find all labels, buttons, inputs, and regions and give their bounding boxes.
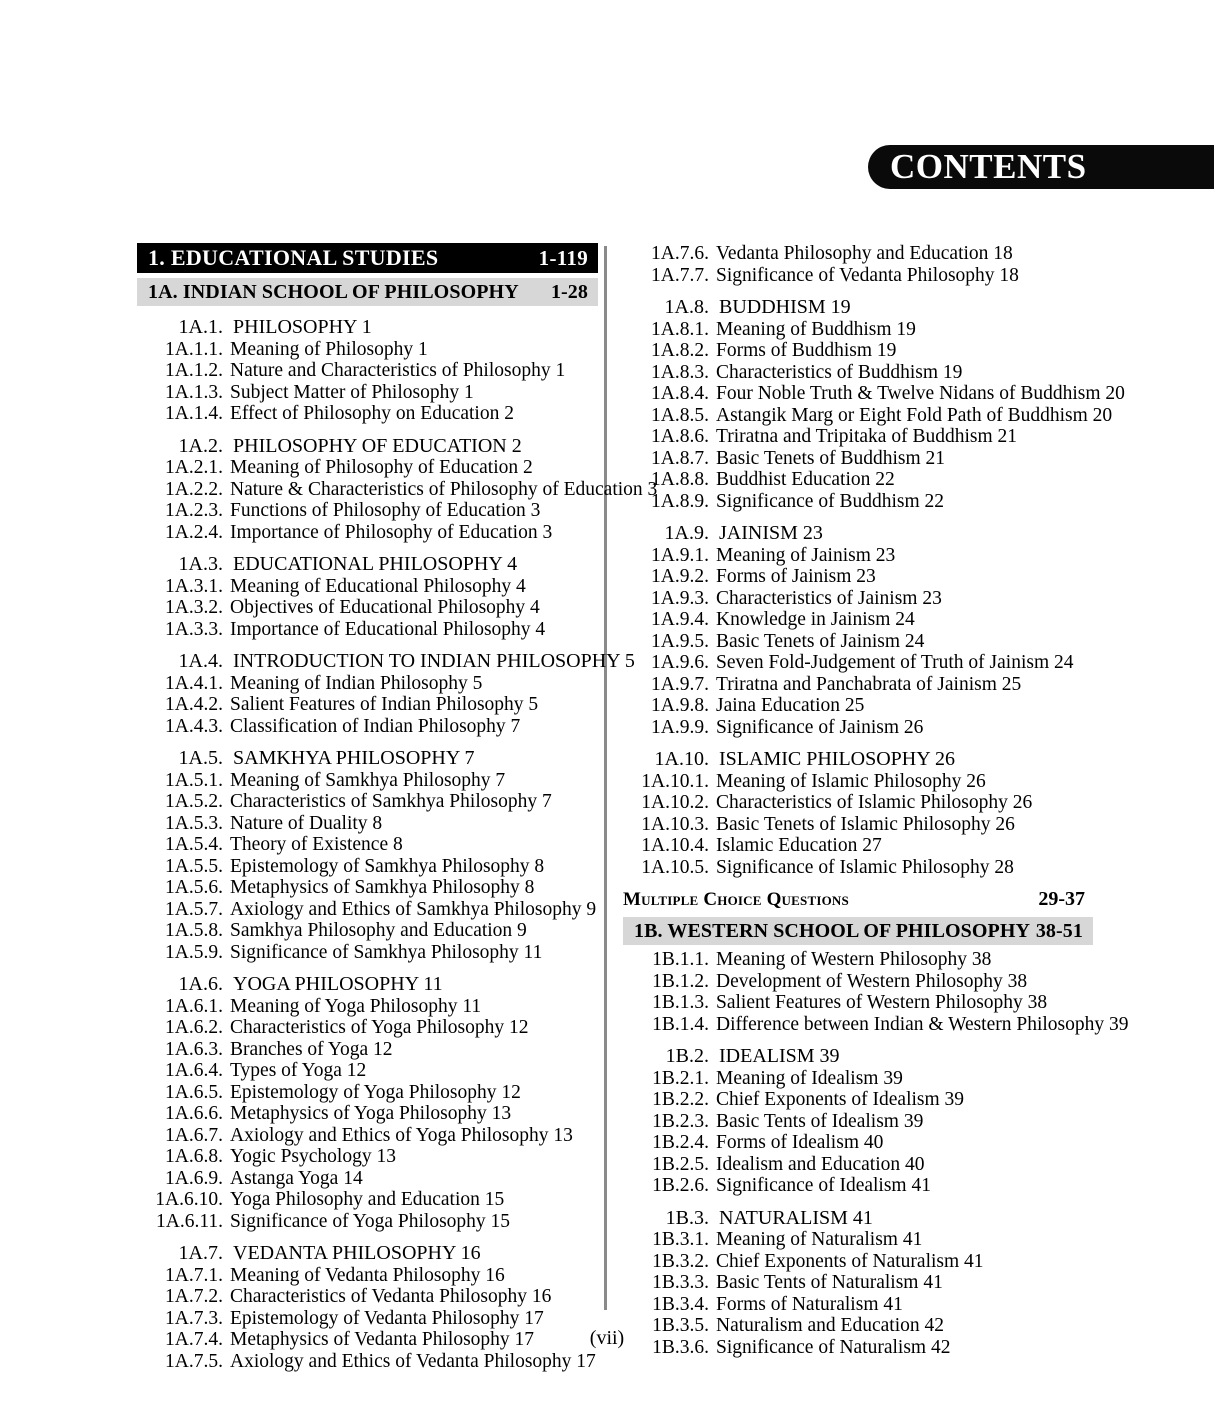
toc-entry-number: 1A.8.6.: [651, 426, 709, 447]
multiple-choice-questions-pages: 29-37: [1038, 888, 1085, 910]
toc-sub-entry: [623, 1229, 1093, 1251]
toc-entry-number: 1A.8.4.: [651, 383, 709, 404]
toc-entry-text: Knowledge in Jainism 24: [716, 609, 915, 630]
toc-section-entry: [623, 749, 1093, 771]
toc-sub-entry: [623, 1272, 1093, 1294]
toc-entry-number: 1B.1.3.: [652, 992, 709, 1013]
toc-entry-text: Significance of Islamic Philosophy 28: [716, 856, 1014, 878]
toc-entry-number: 1A.9.1.: [651, 544, 709, 566]
toc-entry-number: 1A.3.1.: [165, 575, 223, 597]
toc-sub-entry: [137, 996, 598, 1018]
toc-entry-text: PHILOSOPHY OF EDUCATION 2: [233, 434, 522, 457]
toc-entry-number: 1A.6.4.: [165, 1060, 223, 1081]
toc-entry-text: Basic Tents of Naturalism 41: [716, 1272, 943, 1293]
toc-entry-number: 1A.10.5.: [641, 856, 709, 878]
toc-sub-entry: [137, 1125, 598, 1147]
right-column-entries-bottom: [623, 949, 1129, 1358]
toc-entry-text: Significance of Naturalism 42: [716, 1336, 951, 1358]
toc-entry-number: 1A.6.11.: [156, 1210, 223, 1232]
toc-sub-entry: [623, 491, 1093, 513]
toc-section-entry: [623, 1208, 1093, 1230]
toc-entry-text: Characteristics of Vedanta Philosophy 16: [230, 1286, 552, 1307]
toc-entry-number: 1A.4.1.: [165, 672, 223, 694]
toc-entry-text: Triratna and Panchabrata of Jainism 25: [716, 673, 1022, 695]
toc-entry-number: 1A.8.8.: [651, 469, 709, 490]
right-column: [623, 243, 1129, 1358]
toc-sub-entry: [623, 631, 1093, 653]
toc-entry-number: 1B.3.1.: [652, 1229, 709, 1250]
toc-entry-number: 1B.2.1.: [652, 1067, 709, 1089]
toc-entry-number: 1A.1.3.: [165, 381, 223, 403]
toc-entry-text: INTRODUCTION TO INDIAN PHILOSOPHY 5: [233, 650, 635, 672]
toc-entry-text: Forms of Idealism 40: [716, 1132, 884, 1153]
toc-entry-number: 1A.8.: [664, 296, 709, 318]
toc-entry-text: Meaning of Yoga Philosophy 11: [230, 995, 482, 1017]
toc-entry-number: 1B.3.2.: [652, 1250, 709, 1272]
toc-entry-number: 1B.1.2.: [652, 970, 709, 992]
toc-sub-entry: [623, 545, 1093, 567]
toc-entry-text: Characteristics of Buddhism 19: [716, 361, 963, 383]
toc-entry-number: 1A.5.8.: [165, 920, 223, 941]
part-header-1b: [623, 917, 1093, 945]
toc-entry-text: Significance of Vedanta Philosophy 18: [716, 264, 1019, 286]
toc-sub-entry: [137, 478, 658, 501]
toc-entry-number: 1A.8.2.: [651, 340, 709, 361]
toc-entry-text: Astanga Yoga 14: [230, 1167, 363, 1189]
toc-entry-number: 1B.2.6.: [652, 1175, 709, 1196]
toc-entry-text: Branches of Yoga 12: [230, 1038, 393, 1060]
toc-sub-entry: [137, 856, 598, 878]
toc-entry-text: Subject Matter of Philosophy 1: [230, 381, 474, 403]
toc-sub-entry: [137, 1286, 598, 1308]
toc-sub-entry: [623, 1132, 1093, 1154]
toc-sub-entry: [137, 500, 598, 522]
toc-sub-entry: [137, 834, 598, 856]
toc-sub-entry: [137, 576, 598, 598]
toc-entry-number: 1A.8.5.: [651, 404, 709, 426]
toc-sub-entry: [137, 770, 598, 792]
toc-sub-entry: [623, 448, 1093, 470]
toc-section-entry: [623, 297, 1093, 319]
toc-entry-text: Epistemology of Yoga Philosophy 12: [230, 1081, 521, 1103]
toc-entry-number: 1A.10.3.: [641, 813, 709, 835]
toc-entry-text: Meaning of Idealism 39: [716, 1067, 903, 1089]
toc-entry-text: Seven Fold-Judgement of Truth of Jainism 24: [716, 652, 1074, 673]
toc-entry-number: 1A.10.4.: [641, 835, 709, 856]
toc-entry-number: 1A.9.8.: [651, 695, 709, 716]
column-divider: [604, 246, 607, 1310]
toc-entry-text: ISLAMIC PHILOSOPHY 26: [719, 748, 955, 770]
toc-sub-entry: [137, 899, 598, 921]
toc-entry-text: Jaina Education 25: [716, 695, 865, 716]
toc-sub-entry: [137, 877, 598, 899]
toc-entry-text: Metaphysics of Samkhya Philosophy 8: [230, 877, 535, 898]
toc-entry-number: 1A.6.3.: [165, 1038, 223, 1060]
toc-entry-text: IDEALISM 39: [719, 1045, 840, 1067]
toc-section-entry: [623, 1046, 1093, 1068]
part-header-1a: [137, 278, 598, 306]
toc-entry-number: 1A.7.7.: [651, 264, 709, 286]
toc-entry-number: 1A.6.1.: [165, 995, 223, 1017]
toc-entry-text: Importance of Philosophy of Education 3: [230, 521, 553, 543]
toc-entry-text: Axiology and Ethics of Vedanta Philosophy 17: [230, 1350, 596, 1372]
toc-entry-number: 1A.5.9.: [165, 941, 223, 963]
toc-entry-number: 1A.4.3.: [165, 715, 223, 737]
multiple-choice-questions-label: Multiple Choice Questions: [623, 889, 849, 910]
toc-sub-entry: [137, 522, 598, 544]
toc-sub-entry: [137, 597, 598, 619]
toc-entry-text: Meaning of Western Philosophy 38: [716, 949, 992, 970]
toc-entry-number: 1B.3.5.: [652, 1315, 709, 1336]
toc-entry-number: 1A.8.3.: [651, 361, 709, 383]
toc-entry-text: Meaning of Buddhism 19: [716, 318, 916, 340]
toc-entry-text: Salient Features of Western Philosophy 38: [716, 992, 1048, 1013]
toc-sub-entry: [137, 942, 598, 964]
toc-entry-text: Characteristics of Jainism 23: [716, 587, 942, 609]
toc-sub-entry: [137, 1168, 598, 1190]
toc-sub-entry: [137, 1103, 598, 1125]
toc-entry-number: 1A.10.: [654, 748, 709, 770]
toc-entry-number: 1A.5.1.: [165, 769, 223, 791]
toc-entry-text: Significance of Yoga Philosophy 15: [230, 1210, 511, 1232]
toc-sub-entry: [137, 920, 598, 942]
toc-entry-number: 1A.6.: [178, 973, 223, 995]
toc-entry-text: Vedanta Philosophy and Education 18: [716, 243, 1013, 264]
toc-sub-entry: [623, 949, 1093, 971]
toc-sub-entry: [623, 695, 1093, 717]
toc-sub-entry: [623, 362, 1093, 384]
toc-sub-entry: [623, 992, 1093, 1014]
toc-entry-number: 1A.5.: [178, 747, 223, 769]
toc-entry-number: 1A.8.9.: [651, 490, 709, 512]
toc-entry-text: Significance of Samkhya Philosophy 11: [230, 941, 543, 963]
toc-entry-text: Development of Western Philosophy 38: [716, 970, 1028, 992]
toc-entry-text: Forms of Naturalism 41: [716, 1293, 903, 1315]
toc-entry-text: Meaning of Islamic Philosophy 26: [716, 770, 986, 792]
toc-entry-number: 1A.6.9.: [165, 1167, 223, 1189]
toc-sub-entry: [623, 383, 1125, 405]
toc-section-entry: [137, 317, 598, 339]
toc-entry-text: Samkhya Philosophy and Education 9: [230, 920, 527, 941]
toc-entry-number: 1B.2.: [665, 1045, 709, 1067]
toc-entry-number: 1A.9.: [664, 522, 709, 544]
toc-entry-text: Nature of Duality 8: [230, 812, 383, 834]
toc-entry-text: Chief Exponents of Naturalism 41: [716, 1250, 984, 1272]
toc-entry-number: 1A.7.6.: [651, 243, 709, 264]
toc-entry-number: 1A.5.5.: [165, 855, 223, 877]
toc-sub-entry: [623, 469, 1093, 491]
toc-entry-text: Triratna and Tripitaka of Buddhism 21: [716, 426, 1017, 447]
toc-entry-text: Meaning of Indian Philosophy 5: [230, 672, 483, 694]
toc-sub-entry: [623, 771, 1093, 793]
toc-sub-entry: [623, 835, 1093, 857]
toc-sub-entry: [137, 813, 598, 835]
toc-entry-text: Buddhist Education 22: [716, 469, 895, 490]
toc-sub-entry: [623, 1154, 1093, 1176]
toc-entry-text: Meaning of Naturalism 41: [716, 1229, 923, 1250]
toc-entry-number: 1B.1.4.: [652, 1013, 709, 1035]
toc-entry-number: 1A.5.7.: [165, 898, 223, 920]
toc-entry-text: Characteristics of Yoga Philosophy 12: [230, 1017, 529, 1038]
toc-sub-entry: [623, 265, 1093, 287]
toc-entry-text: Basic Tenets of Jainism 24: [716, 630, 925, 652]
toc-entry-number: 1A.3.: [178, 553, 223, 575]
toc-entry-text: YOGA PHILOSOPHY 11: [233, 973, 443, 995]
toc-sub-entry: [623, 1089, 1093, 1111]
toc-entry-number: 1A.5.4.: [165, 834, 223, 855]
toc-entry-text: Importance of Educational Philosophy 4: [230, 618, 546, 640]
toc-entry-text: Meaning of Vedanta Philosophy 16: [230, 1264, 505, 1286]
toc-entry-text: EDUCATIONAL PHILOSOPHY 4: [233, 553, 518, 575]
toc-entry-number: 1A.6.7.: [165, 1124, 223, 1146]
toc-sub-entry: [623, 1068, 1093, 1090]
toc-entry-number: 1A.9.7.: [651, 673, 709, 695]
toc-entry-text: Metaphysics of Yoga Philosophy 13: [230, 1103, 512, 1124]
toc-entry-text: PHILOSOPHY 1: [233, 316, 372, 338]
toc-entry-text: Functions of Philosophy of Education 3: [230, 500, 541, 521]
toc-sub-entry: [623, 1111, 1093, 1133]
toc-entry-number: 1A.7.5.: [165, 1350, 223, 1372]
toc-entry-number: 1B.1.1.: [652, 949, 709, 970]
toc-entry-number: 1A.7.: [178, 1242, 223, 1264]
toc-sub-entry: [623, 674, 1093, 696]
toc-entry-text: JAINISM 23: [719, 522, 823, 544]
toc-entry-number: 1A.6.5.: [165, 1081, 223, 1103]
toc-entry-text: Idealism and Education 40: [716, 1153, 925, 1175]
toc-entry-text: Four Noble Truth & Twelve Nidans of Buddhism 20: [716, 383, 1125, 404]
toc-entry-number: 1A.10.2.: [641, 792, 709, 813]
toc-entry-text: Metaphysics of Vedanta Philosophy 17: [230, 1329, 535, 1350]
toc-entry-number: 1A.5.6.: [165, 877, 223, 898]
toc-entry-number: 1A.1.2.: [165, 360, 223, 381]
toc-entry-number: 1A.6.10.: [155, 1189, 223, 1210]
toc-sub-entry: [137, 339, 598, 361]
toc-entry-number: 1A.1.1.: [165, 338, 223, 360]
toc-entry-text: Basic Tenets of Islamic Philosophy 26: [716, 813, 1015, 835]
part-header-1a-title: 1A. INDIAN SCHOOL OF PHILOSOPHY: [148, 280, 519, 303]
toc-entry-text: Astangik Marg or Eight Fold Path of Buddhism 20: [716, 404, 1113, 426]
toc-entry-number: 1A.7.1.: [165, 1264, 223, 1286]
toc-entry-number: 1A.9.4.: [651, 609, 709, 630]
toc-entry-text: SAMKHYA PHILOSOPHY 7: [233, 747, 475, 769]
contents-banner-title: CONTENTS: [890, 147, 1087, 186]
toc-entry-number: 1A.8.1.: [651, 318, 709, 340]
toc-entry-text: NATURALISM 41: [719, 1206, 873, 1229]
toc-entry-text: BUDDHISM 19: [719, 296, 851, 318]
toc-entry-number: 1B.2.2.: [652, 1089, 709, 1110]
toc-sub-entry: [623, 857, 1093, 879]
toc-sub-entry: [137, 791, 598, 813]
toc-entry-number: 1A.7.4.: [165, 1329, 223, 1350]
toc-entry-number: 1A.1.: [178, 316, 223, 338]
toc-sub-entry: [137, 1308, 598, 1330]
toc-sub-entry: [623, 1013, 1129, 1036]
toc-sub-entry: [137, 1265, 598, 1287]
toc-sub-entry: [137, 619, 598, 641]
toc-entry-number: 1A.4.2.: [165, 694, 223, 715]
toc-sub-entry: [137, 716, 598, 738]
toc-sub-entry: [623, 652, 1093, 674]
toc-entry-number: 1B.2.5.: [652, 1153, 709, 1175]
toc-entry-number: 1A.2.3.: [165, 500, 223, 521]
toc-entry-text: Meaning of Educational Philosophy 4: [230, 575, 526, 597]
toc-sub-entry: [623, 588, 1093, 610]
toc-sub-entry: [137, 1017, 598, 1039]
toc-entry-text: Chief Exponents of Idealism 39: [716, 1089, 965, 1110]
toc-entry-text: Classification of Indian Philosophy 7: [230, 715, 521, 737]
toc-entry-text: Types of Yoga 12: [230, 1060, 367, 1081]
toc-entry-number: 1A.4.: [178, 650, 223, 672]
toc-entry-number: 1A.9.9.: [651, 716, 709, 738]
toc-entry-text: Meaning of Jainism 23: [716, 544, 896, 566]
toc-entry-number: 1A.3.2.: [165, 597, 223, 618]
right-column-entries-top: [623, 243, 1125, 878]
toc-entry-text: Axiology and Ethics of Samkhya Philosophy 9: [230, 898, 597, 920]
toc-entry-text: Difference between Indian & Western Philosophy 39: [716, 1013, 1129, 1035]
toc-section-entry: [137, 554, 598, 576]
toc-sub-entry: [623, 426, 1093, 448]
part-header-1b-title: 1B. WESTERN SCHOOL OF PHILOSOPHY: [634, 919, 1031, 942]
toc-entry-number: 1A.5.3.: [165, 812, 223, 834]
toc-sub-entry: [137, 694, 598, 716]
toc-sub-entry: [137, 673, 598, 695]
toc-entry-number: 1A.2.2.: [165, 478, 223, 500]
toc-sub-entry: [137, 1211, 598, 1233]
toc-sub-entry: [137, 1060, 598, 1082]
toc-entry-text: Significance of Jainism 26: [716, 716, 924, 738]
toc-entry-text: Significance of Buddhism 22: [716, 490, 945, 512]
toc-entry-text: Characteristics of Islamic Philosophy 26: [716, 792, 1033, 813]
toc-entry-text: Salient Features of Indian Philosophy 5: [230, 694, 539, 715]
toc-entry-number: 1A.10.1.: [641, 770, 709, 792]
toc-entry-text: Basic Tenets of Buddhism 21: [716, 447, 946, 469]
toc-sub-entry: [623, 319, 1093, 341]
contents-banner: [868, 145, 1214, 189]
toc-entry-number: 1A.6.6.: [165, 1103, 223, 1124]
toc-entry-text: Nature and Characteristics of Philosophy 1: [230, 360, 566, 381]
toc-entry-text: Axiology and Ethics of Yoga Philosophy 13: [230, 1124, 573, 1146]
toc-sub-entry: [137, 457, 598, 479]
chapter-header-1: [137, 243, 598, 273]
toc-entry-text: Significance of Idealism 41: [716, 1175, 931, 1196]
toc-entry-number: 1A.3.3.: [165, 618, 223, 640]
toc-section-entry: [137, 1243, 598, 1265]
toc-entry-number: 1A.9.6.: [651, 652, 709, 673]
toc-entry-number: 1B.3.4.: [652, 1293, 709, 1315]
toc-entry-number: 1A.2.1.: [165, 457, 223, 478]
toc-entry-text: Effect of Philosophy on Education 2: [230, 403, 514, 424]
toc-entry-text: Forms of Jainism 23: [716, 566, 876, 587]
toc-entry-text: Characteristics of Samkhya Philosophy 7: [230, 791, 552, 812]
toc-section-entry: [137, 748, 598, 770]
toc-entry-text: Yoga Philosophy and Education 15: [230, 1189, 505, 1210]
toc-entry-text: Naturalism and Education 42: [716, 1315, 944, 1336]
toc-entry-text: Meaning of Samkhya Philosophy 7: [230, 769, 506, 791]
toc-sub-entry: [623, 404, 1113, 427]
toc-entry-text: Meaning of Philosophy of Education 2: [230, 457, 533, 478]
toc-entry-number: 1A.7.3.: [165, 1307, 223, 1329]
toc-sub-entry: [137, 1082, 598, 1104]
toc-sub-entry: [623, 340, 1093, 362]
chapter-header-1-pages: 1-119: [538, 245, 588, 270]
toc-section-entry: [623, 523, 1093, 545]
toc-entry-number: 1B.2.3.: [652, 1110, 709, 1132]
toc-entry-number: 1B.3.: [665, 1206, 709, 1229]
toc-sub-entry: [623, 243, 1093, 265]
toc-sub-entry: [623, 971, 1093, 993]
toc-entry-number: 1B.3.3.: [652, 1272, 709, 1293]
toc-entry-number: 1A.6.8.: [165, 1146, 223, 1167]
toc-sub-entry: [137, 1039, 598, 1061]
toc-sub-entry: [623, 1175, 1093, 1197]
toc-entry-number: 1B.3.6.: [652, 1336, 709, 1358]
toc-sub-entry: [137, 1146, 598, 1168]
toc-entry-number: 1A.9.5.: [651, 630, 709, 652]
toc-section-entry: [137, 436, 598, 458]
toc-sub-entry: [137, 1189, 598, 1211]
page-number: (vii): [589, 1327, 625, 1349]
toc-entry-number: 1B.2.4.: [652, 1132, 709, 1153]
toc-entry-number: 1A.5.2.: [165, 791, 223, 812]
chapter-header-1-title: 1. EDUCATIONAL STUDIES: [148, 245, 439, 270]
toc-entry-number: 1A.7.2.: [165, 1286, 223, 1307]
toc-entry-number: 1A.1.4.: [165, 403, 223, 424]
toc-sub-entry: [623, 609, 1093, 631]
toc-section-entry: [137, 650, 635, 673]
page-footer: [0, 1327, 1214, 1350]
toc-entry-text: VEDANTA PHILOSOPHY 16: [233, 1242, 481, 1264]
toc-entry-text: Yogic Psychology 13: [230, 1146, 396, 1167]
toc-entry-number: 1A.9.3.: [651, 587, 709, 609]
toc-entry-number: 1A.6.2.: [165, 1017, 223, 1038]
toc-sub-entry: [137, 360, 598, 382]
toc-entry-number: 1A.2.4.: [165, 521, 223, 543]
toc-entry-text: Meaning of Philosophy 1: [230, 338, 428, 360]
toc-sub-entry: [623, 792, 1093, 814]
part-header-1a-pages: 1-28: [550, 280, 588, 303]
toc-entry-text: Forms of Buddhism 19: [716, 340, 897, 361]
toc-entry-number: 1A.9.2.: [651, 566, 709, 587]
toc-sub-entry: [623, 814, 1093, 836]
part-header-1b-pages: 38-51: [1035, 919, 1083, 942]
toc-entry-text: Epistemology of Samkhya Philosophy 8: [230, 855, 545, 877]
toc-sub-entry: [137, 403, 598, 425]
multiple-choice-questions-row: [623, 888, 1093, 911]
toc-entry-text: Basic Tents of Idealism 39: [716, 1110, 924, 1132]
toc-sub-entry: [623, 1294, 1093, 1316]
toc-section-entry: [137, 974, 598, 996]
toc-entry-text: Theory of Existence 8: [230, 834, 403, 855]
toc-entry-text: Islamic Education 27: [716, 835, 882, 856]
toc-sub-entry: [623, 717, 1093, 739]
toc-sub-entry: [137, 382, 598, 404]
toc-entry-text: Nature & Characteristics of Philosophy of Education 3: [230, 478, 658, 500]
toc-entry-number: 1A.2.: [178, 434, 223, 457]
toc-entry-text: Epistemology of Vedanta Philosophy 17: [230, 1307, 544, 1329]
toc-entry-text: Objectives of Educational Philosophy 4: [230, 597, 540, 618]
toc-sub-entry: [623, 1251, 1093, 1273]
toc-entry-number: 1A.8.7.: [651, 447, 709, 469]
toc-sub-entry: [623, 566, 1093, 588]
toc-sub-entry: [137, 1351, 598, 1373]
